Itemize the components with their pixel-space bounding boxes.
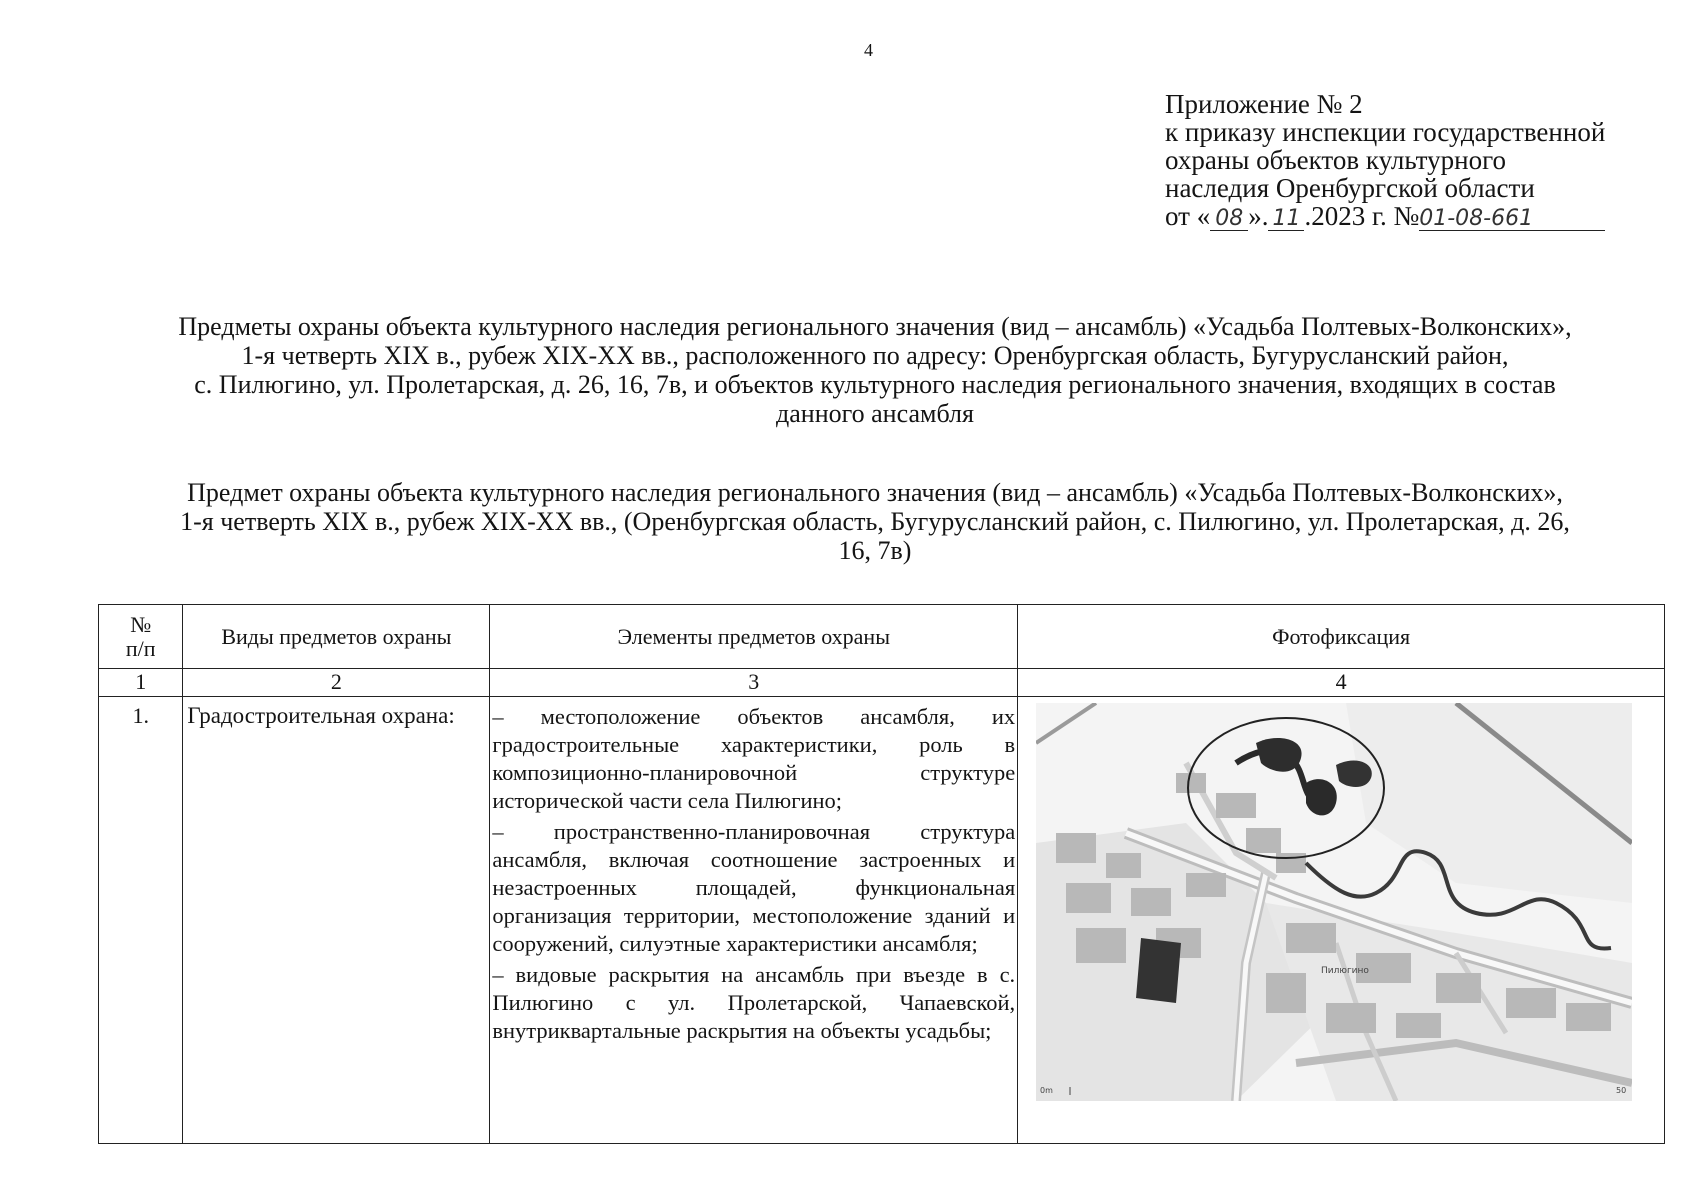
date-mid: ». [1248, 201, 1269, 231]
map-village-label: Пилюгино [1321, 966, 1370, 976]
header-num-symbol: № [130, 611, 152, 637]
row-photo [1018, 697, 1665, 1144]
protection-table [98, 604, 1665, 1144]
element-item: – местоположение объектов ансамбля, их градостроительные характеристики, роль в композиционно-планировочной структуре исторической части села Пилюгино; [492, 704, 1016, 813]
column-number: 3 [490, 669, 1018, 697]
annex-header [1165, 90, 1685, 231]
date-month: 11 [1268, 208, 1304, 231]
title-line: Предметы охраны объекта культурного наследия регионального значения (вид – ансамбль) «Усадьба Полтевых-Волконских», [178, 312, 1572, 341]
header-kinds: Виды предметов охраны [183, 605, 490, 669]
row-number: 1. [99, 697, 183, 1144]
column-number: 1 [99, 669, 183, 697]
map-scale-left: 0m [1040, 1086, 1054, 1095]
title-line: данного ансамбля [776, 399, 974, 428]
map-scale-right: 50 [1616, 1086, 1627, 1095]
date-prefix: от « [1165, 201, 1211, 231]
table-header-row [99, 605, 1665, 669]
document-title [95, 312, 1655, 428]
row-elements [490, 697, 1018, 1144]
annex-line: охраны объектов культурного [1165, 145, 1506, 175]
header-elements: Элементы предметов охраны [490, 605, 1018, 669]
element-item: – видовые раскрытия на ансамбль при въезде в с. Пилюгино с ул. Пролетарской, Чапаевской, внутриквартальные раскрытия на объекты усадьбы; [492, 962, 1016, 1043]
title-line: 1-я четверть XIX в., рубеж XIX-XX вв., расположенного по адресу: Оренбургская область, Бугурусланский район, [241, 341, 1509, 370]
header-num [99, 605, 183, 669]
title-line: с. Пилюгино, ул. Пролетарская, д. 26, 16, 7в, и объектов культурного наследия регионального значения, входящих в состав [194, 370, 1556, 399]
column-number: 2 [183, 669, 490, 697]
section-title [95, 478, 1655, 565]
table-row [99, 697, 1665, 1144]
annex-date-line [1165, 202, 1685, 231]
site-map-image [1036, 703, 1632, 1101]
element-item: – пространственно-планировочная структура ансамбля, включая соотношение застроенных и незастроенных площадей, функциональная организация территории, местоположение зданий и сооружений, силуэтные характеристики ансамбля; [492, 819, 1016, 956]
column-number-row [99, 669, 1665, 697]
header-num-abbr: п/п [125, 635, 156, 661]
page-number: 4 [864, 40, 873, 60]
title-line: Предмет охраны объекта культурного наследия регионального значения (вид – ансамбль) «Усадьба Полтевых-Волконских», [187, 478, 1563, 507]
date-year: .2023 г. № [1304, 201, 1420, 231]
title-line: 1-я четверть XIX в., рубеж XIX-XX вв., (Оренбургская область, Бугурусланский район, с. Пилюгино, ул. Пролетарская, д. 26, [180, 507, 1570, 536]
annex-title: Приложение № 2 [1165, 89, 1363, 119]
title-line: 16, 7в) [838, 536, 912, 565]
row-kind: Градостроительная охрана: [183, 697, 490, 1144]
annex-line: к приказу инспекции государственной [1165, 117, 1606, 147]
column-number: 4 [1018, 669, 1665, 697]
order-number: 01-08-661 [1419, 208, 1605, 231]
annex-line: наследия Оренбургской области [1165, 173, 1535, 203]
date-day: 08 [1210, 208, 1248, 231]
header-photo: Фотофиксация [1018, 605, 1665, 669]
